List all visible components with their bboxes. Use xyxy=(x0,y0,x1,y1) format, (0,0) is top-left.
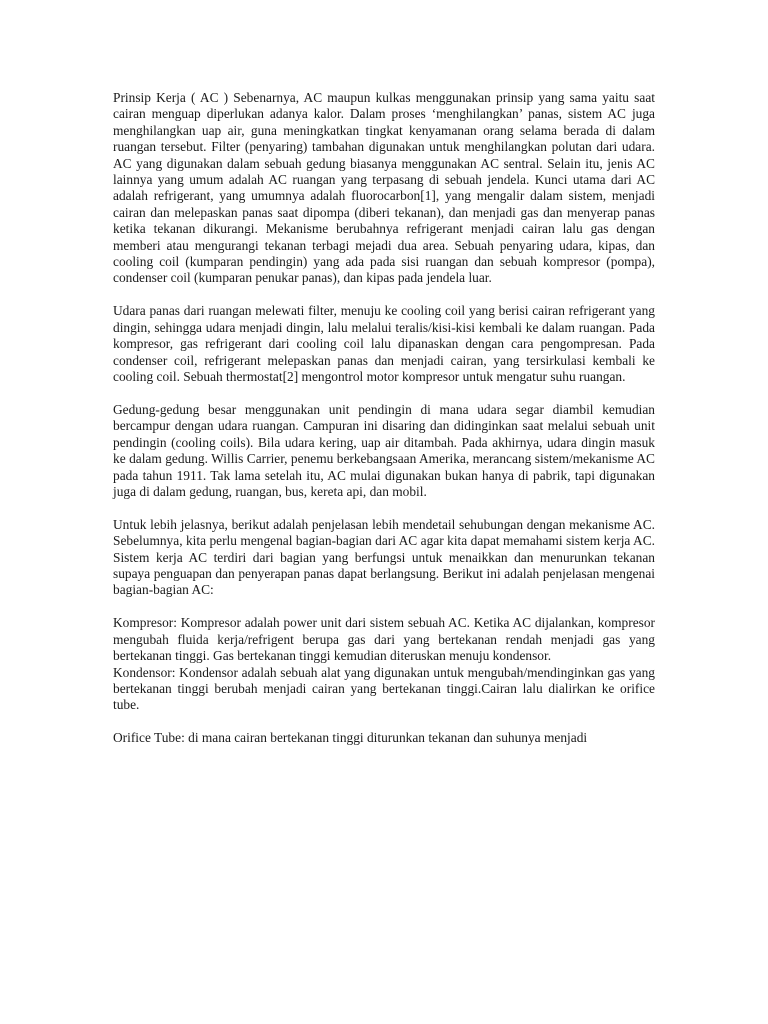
paragraph-kondensor: Kondensor: Kondensor adalah sebuah alat yang digunakan untuk mengubah/mendinginkan gas yang bertekanan tinggi berubah menjadi cairan yang bertekanan tinggi.Cairan lalu dialirkan ke orifice tube. xyxy=(113,664,655,713)
document-page xyxy=(113,90,655,763)
paragraph-kompresor: Kompresor: Kompresor adalah power unit dari sistem sebuah AC. Ketika AC dijalankan, kompresor mengubah fluida kerja/refrigent berupa gas dari yang bertekanan rendah menjadi gas yang bertekanan tinggi. Gas bertekanan tinggi kemudian diteruskan menuju kondensor. xyxy=(113,615,655,664)
paragraph-prinsip-kerja: Prinsip Kerja ( AC ) Sebenarnya, AC maupun kulkas menggunakan prinsip yang sama yaitu saat cairan menguap diperlukan adanya kalor. Dalam proses ‘menghilangkan’ panas, sistem AC juga menghilangkan uap air, guna meningkatkan tingkat kenyamanan orang selama berada di dalam ruangan tersebut. Filter (penyaring) tambahan digunakan untuk menghilangkan polutan dari udara. AC yang digunakan dalam sebuah gedung biasanya menggunakan AC sentral. Selain itu, jenis AC lainnya yang umum adalah AC ruangan yang terpasang di sebuah jendela. Kunci utama dari AC adalah refrigerant, yang umumnya adalah fluorocarbon[1], yang mengalir dalam sistem, menjadi cairan dan melepaskan panas saat dipompa (diberi tekanan), dan menjadi gas dan menyerap panas ketika tekanan dikurangi. Mekanisme berubahnya refrigerant menjadi cairan lalu gas dengan memberi atau mengurangi tekanan terbagi mejadi dua area. Sebuah penyaring udara, kipas, dan cooling coil (kumparan pendingin) yang ada pada sisi ruangan dan sebuah kompresor (pompa), condenser coil (kumparan penukar panas), dan kipas pada jendela luar. xyxy=(113,90,655,286)
paragraph-gedung-besar: Gedung-gedung besar menggunakan unit pendingin di mana udara segar diambil kemudian bercampur dengan udara ruangan. Campuran ini disaring dan didinginkan saat melalui sebuah unit pendingin (cooling coils). Bila udara kering, uap air ditambah. Pada akhirnya, udara dingin masuk ke dalam gedung. Willis Carrier, penemu berkebangsaan Amerika, merancang sistem/mekanisme AC pada tahun 1911. Tak lama setelah itu, AC mulai digunakan bukan hanya di pabrik, tapi digunakan juga di dalam gedung, ruangan, bus, kereta api, dan mobil. xyxy=(113,401,655,499)
paragraph-penjelasan-mekanisme: Untuk lebih jelasnya, berikut adalah penjelasan lebih mendetail sehubungan dengan mekanisme AC. Sebelumnya, kita perlu mengenal bagian-bagian dari AC agar kita dapat memahami sistem kerja AC. Sistem kerja AC terdiri dari bagian yang berfungsi untuk menaikkan dan menurunkan tekanan supaya penguapan dan penyerapan panas dapat berlangsung. Berikut ini adalah penjelasan mengenai bagian-bagian AC: xyxy=(113,516,655,598)
paragraph-udara-panas: Udara panas dari ruangan melewati filter, menuju ke cooling coil yang berisi cairan refrigerant yang dingin, sehingga udara menjadi dingin, lalu melalui teralis/kisi-kisi kembali ke dalam ruangan. Pada kompresor, gas refrigerant dari cooling coil lalu dipanaskan dengan cara pengompresan. Pada condenser coil, refrigerant melepaskan panas dan menjadi cairan, yang tersirkulasi kembali ke cooling coil. Sebuah thermostat[2] mengontrol motor kompresor untuk mengatur suhu ruangan. xyxy=(113,303,655,384)
paragraph-orifice-tube: Orifice Tube: di mana cairan bertekanan tinggi diturunkan tekanan dan suhunya menjadi xyxy=(113,730,588,746)
